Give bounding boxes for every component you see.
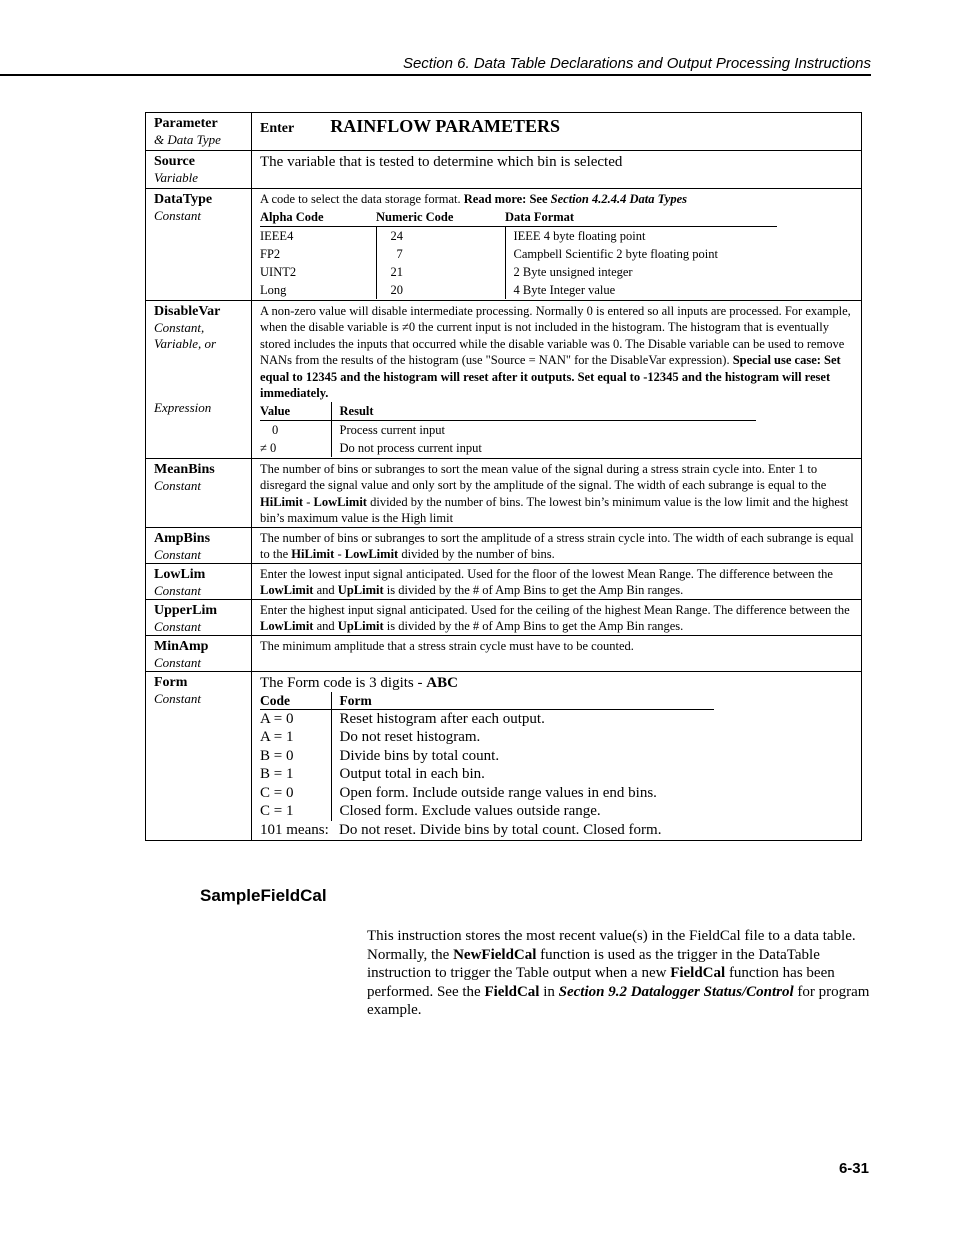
param-desc: The number of bins or subranges to sort the mean value of the signal during a stress strain cycle into. Enter 1 to disregard the signal value and only sort by the amplitude of the signal. The width of each subrange is equal to the HiLimit - LowLimit divided by the number of bins. The lowest bin’s minimum value is the low limit and the highest bin’s maximum value is the High limit	[252, 458, 862, 527]
param-row-disablevar	[146, 300, 862, 458]
param-name: LowLim	[154, 566, 206, 582]
table-row: 101 means: Do not reset. Divide bins by total count. Closed form.	[260, 821, 662, 838]
param-name: Form	[154, 674, 188, 690]
param-type: Constant	[154, 654, 201, 670]
table-row: FP2 7 Campbell Scientific 2 byte floating point	[260, 245, 777, 263]
param-name: AmpBins	[154, 530, 211, 546]
param-type: Constant	[154, 477, 201, 493]
table-header-row	[146, 113, 862, 151]
param-name: Source	[154, 154, 195, 169]
running-header: Section 6. Data Table Declarations and Output Processing Instructions	[0, 54, 871, 76]
rainflow-parameters-table	[145, 112, 862, 841]
page-number: 6-31	[838, 1160, 869, 1177]
table-row: 0 Process current input	[260, 420, 756, 439]
param-row-ampbins	[146, 527, 862, 563]
param-row-datatype	[146, 189, 862, 301]
param-row-form	[146, 671, 862, 841]
param-name: MeanBins	[154, 461, 215, 477]
table-row: C = 0 Open form. Include outside range values in end bins.	[260, 784, 714, 803]
param-desc: Enter the highest input signal anticipated. Used for the ceiling of the highest Mean Range. The difference between the LowLimit and UpLimit is divided by the # of Amp Bins to get the Amp Bin ranges.	[252, 599, 862, 635]
param-type: Expression	[154, 399, 212, 415]
table-row: ≠ 0 Do not process current input	[260, 439, 756, 457]
table-row: B = 1 Output total in each bin.	[260, 765, 714, 784]
param-name: DisableVar	[154, 303, 221, 319]
param-row-meanbins	[146, 458, 862, 527]
param-type: Constant,	[154, 319, 205, 335]
section-paragraph: This instruction stores the most recent value(s) in the FieldCal file to a data table. Normally, the NewFieldCal function is used as the trigger in the DataTable instruction to trigger the Table output when a new FieldCal function has been performed. See the FieldCal in Section 9.2 Datalogger Status/Control for program example.	[367, 928, 870, 1018]
param-desc: Enter the lowest input signal anticipated. Used for the floor of the lowest Mean Range. The difference between the LowLimit and UpLimit is divided by the # of Amp Bins to get the Amp Bin ranges.	[252, 563, 862, 599]
table-row: IEEE4 24 IEEE 4 byte floating point	[260, 226, 777, 245]
param-type: Constant	[154, 690, 201, 706]
param-name: UpperLim	[154, 602, 217, 618]
disable-value-table: Value Result 0 Process current input ≠ 0 Do not process current input	[260, 402, 756, 457]
form-code-table: Code Form A = 0 Reset histogram after each output. A = 1 Do not reset histogram. B = 0 Divide bins by total count. B = 1 Output total in each bin. C = 0 Open form. Include outside range values in end bins. C = 1 Closed form. Exclude values outside range. 101 means: Do not reset. Divide bins by total count. Closed form.	[260, 692, 714, 840]
param-row-minamp	[146, 635, 862, 671]
param-label: Parameter	[154, 116, 218, 131]
param-sublabel: & Data Type	[154, 132, 221, 147]
param-type: Constant	[154, 618, 201, 634]
table-title: RAINFLOW PARAMETERS	[330, 116, 561, 136]
param-type: Variable	[154, 170, 199, 185]
param-row-source	[146, 151, 862, 189]
param-row-upperlim	[146, 599, 862, 635]
table-row: A = 1 Do not reset histogram.	[260, 728, 714, 747]
param-type: Constant	[154, 208, 201, 223]
param-name: DataType	[154, 192, 213, 207]
param-desc: The Form code is 3 digits - ABC	[260, 674, 458, 691]
param-desc: The number of bins or subranges to sort the amplitude of a stress strain cycle into. The width of each subrange is equal to the HiLimit - LowLimit divided by the number of bins.	[252, 527, 862, 563]
enter-label: Enter	[260, 121, 295, 136]
section-heading: SampleFieldCal	[200, 886, 327, 905]
section-reference-link[interactable]: Section 9.2 Datalogger Status/Control	[558, 983, 794, 1000]
section-reference-link[interactable]: Section 4.2.4.4 Data Types	[550, 192, 687, 206]
param-type: Constant	[154, 582, 201, 598]
param-row-lowlim	[146, 563, 862, 599]
param-desc: The variable that is tested to determine which bin is selected	[252, 151, 862, 189]
param-name: MinAmp	[154, 638, 209, 654]
table-row: A = 0 Reset histogram after each output.	[260, 709, 714, 728]
param-type: Constant	[154, 546, 201, 562]
data-format-table: Alpha Code Numeric Code Data Format IEEE4 24 IEEE 4 byte floating point FP2 7 Campbell Scientific 2 byte floating point UINT2 21 2 Byte unsigned integer Long 20 4 Byte Integer value	[260, 208, 777, 299]
param-type: Variable, or	[154, 335, 217, 351]
param-desc: A non-zero value will disable intermediate processing. Normally 0 is entered so all inputs are processed. For example, when the disable variable is ≠0 the current input is not included in the histogram. The histogram that is eventually stored includes the inputs that occurred while the disable variable was 0. The Disable variable can be used to remove NANs from the results of the histogram (use "Source = NAN" for the DisableVar expression). Special use case: Set equal to 12345 and the histogram will reset after it outputs. Set equal to -12345 and the histogram will reset immediately.	[260, 303, 851, 400]
param-desc: A code to select the data storage format. Read more: See Section 4.2.4.4 Data Types	[260, 192, 687, 206]
table-row: UINT2 21 2 Byte unsigned integer	[260, 263, 777, 281]
param-desc: The minimum amplitude that a stress strain cycle must have to be counted.	[252, 635, 862, 671]
table-row: C = 1 Closed form. Exclude values outside range.	[260, 802, 714, 821]
table-row: Long 20 4 Byte Integer value	[260, 281, 777, 299]
table-row: B = 0 Divide bins by total count.	[260, 747, 714, 766]
